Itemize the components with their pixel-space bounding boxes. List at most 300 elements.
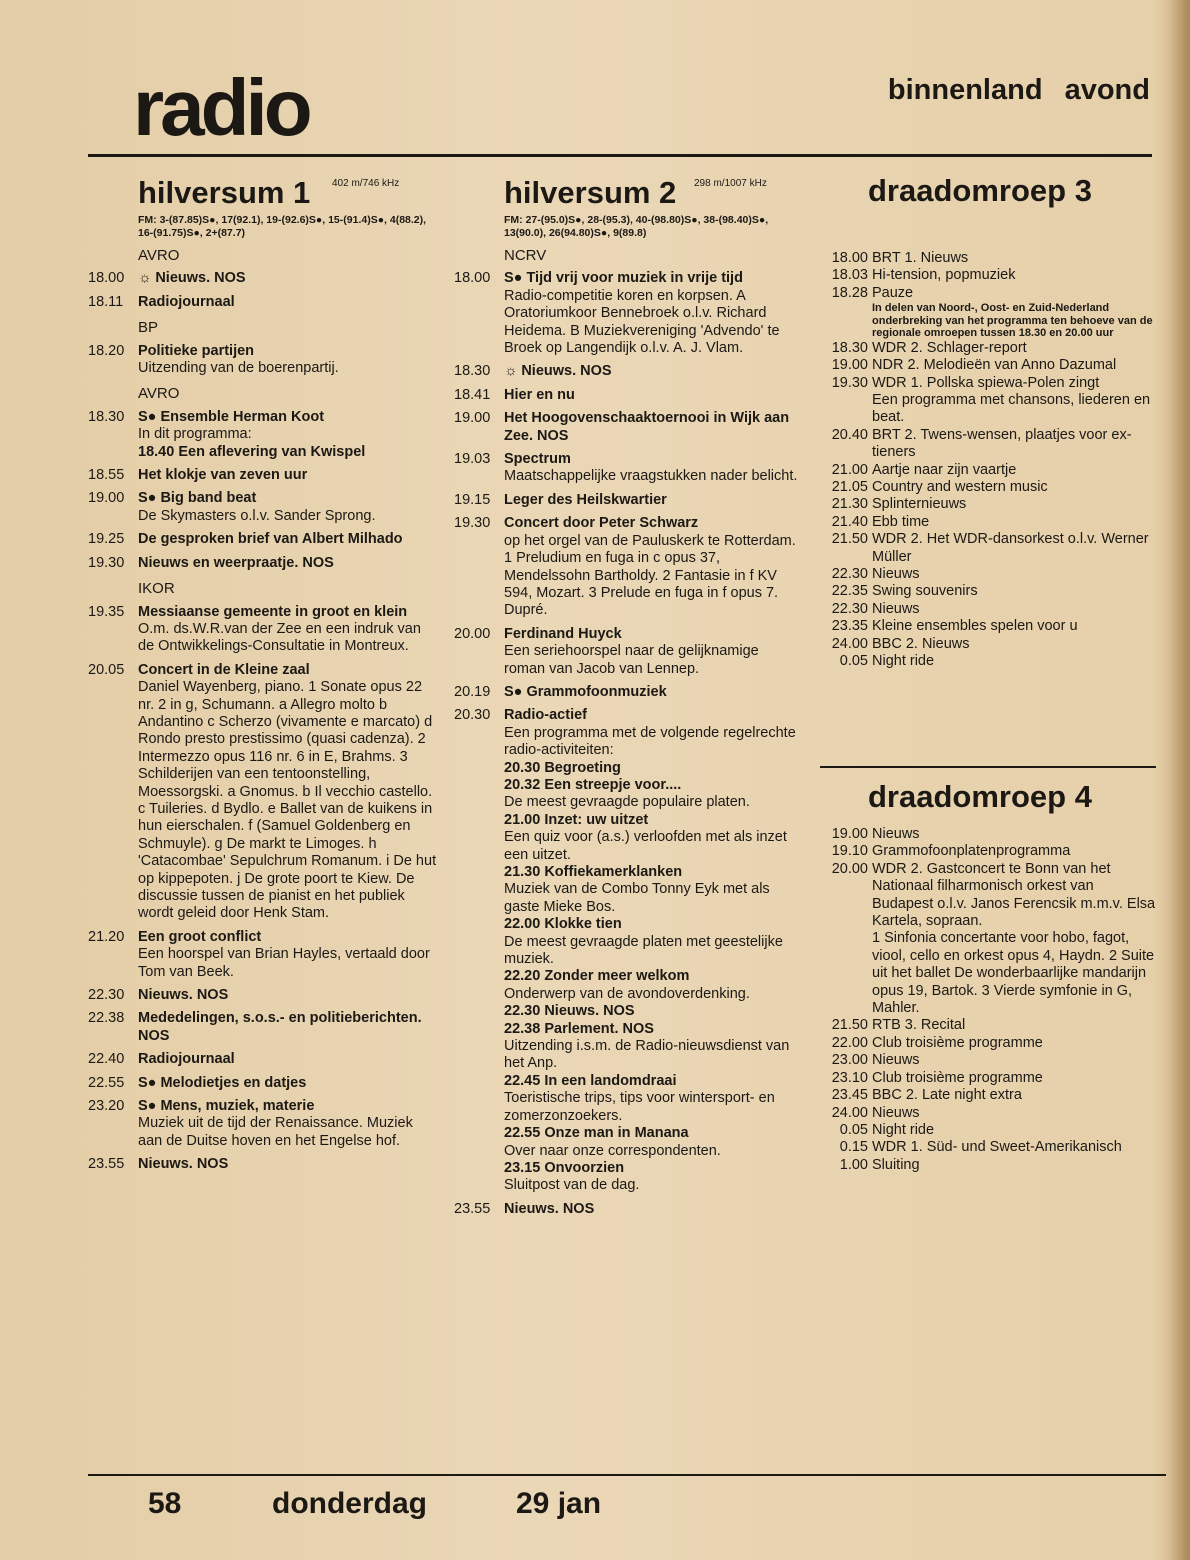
programme-entry (818, 1157, 1158, 1174)
programme-entry (88, 1075, 440, 1092)
programme-list (88, 247, 440, 1174)
programme-entry (454, 707, 800, 1194)
station-name: hilversum 1 (138, 175, 311, 210)
programme-title: Concert in de Kleine zaal (138, 661, 310, 678)
programme-description: Een programma met de volgende regelrechte radio-activiteiten: (504, 724, 796, 759)
programme-entry (88, 987, 440, 1004)
programme-title: Country and western music (872, 478, 1048, 495)
programme-time: 19.25 (88, 531, 125, 548)
programme-title: Het Hoogovenschaaktoernooi in Wijk aan Zee. NOS (504, 410, 790, 444)
programme-time: 19.00 (454, 410, 491, 427)
programme-body (872, 843, 1158, 860)
programme-title: Spectrum (504, 451, 571, 468)
programme-list (818, 250, 1158, 670)
sub-item-description: Uitzending i.s.m. de Radio-nieuwsdienst van het Anp. (504, 1038, 790, 1072)
hilversum-1-column (88, 160, 440, 1174)
programme-entry (818, 1139, 1158, 1156)
programme-title: Ebb time (872, 513, 930, 530)
sub-item-description: De meest gevraagde platen met geestelijke muziek. (504, 933, 783, 968)
sub-item-time: 22.55 (504, 1125, 541, 1142)
programme-title: Een groot conflict (138, 928, 262, 945)
programme-body (872, 496, 1158, 513)
programme-body (872, 375, 1158, 427)
programme-title: Radiojournaal (138, 293, 235, 310)
programme-title: Messiaanse gemeente in groot en klein (138, 603, 408, 620)
programme-time: 18.30 (831, 339, 868, 356)
programme-time: 0.05 (839, 1121, 868, 1138)
programme-title: Mededelingen, s.o.s.- en politieberichten. NOS (138, 1010, 422, 1044)
broadcaster-label: AVRO (138, 247, 180, 264)
programme-title: Nieuws (872, 826, 920, 842)
sub-item-time: 22.45 (504, 1072, 541, 1089)
sub-item (504, 1003, 800, 1020)
sub-item-title: Onvoorzien (544, 1159, 625, 1176)
programme-entry (88, 555, 440, 572)
sub-item-description: Muziek van de Combo Tonny Eyk met als gaste Mieke Bos. (504, 881, 770, 915)
programme-time: 21.20 (88, 928, 125, 945)
programme-entry (818, 601, 1158, 618)
programme-title: Nieuws (872, 1104, 920, 1121)
fm-frequencies: FM: 3-(87.85)S●, 17(92.1), 19-(92.6)S●, 15-(91.4)S●, 4(88.2), 16-(91.75)S●, 2+(87.7) (138, 214, 427, 239)
broadcaster-label: IKOR (138, 580, 175, 598)
programme-time: 19.00 (88, 490, 125, 507)
programme-title: Pauze (872, 284, 914, 301)
programme-body (138, 1010, 440, 1045)
sub-item-description: Sluitpost van de dag. (504, 1177, 640, 1194)
top-rule (88, 154, 1152, 157)
programme-entry (88, 343, 440, 378)
station-name: hilversum 2 (504, 175, 677, 210)
sub-item-description: De meest gevraagde populaire platen. (504, 794, 750, 811)
sub-item (504, 812, 800, 829)
programme-time: 19.30 (454, 515, 491, 532)
station-frequency: 402 m/746 kHz (332, 178, 400, 189)
programme-entry (818, 583, 1158, 600)
programme-body (872, 250, 1158, 267)
programme-time: 23.00 (831, 1052, 868, 1069)
sub-item-time: 22.00 (504, 916, 541, 933)
programme-time: 20.00 (454, 625, 491, 642)
sub-item-time: 22.20 (504, 968, 541, 985)
bottom-rule (88, 1474, 1166, 1476)
programme-body (138, 270, 440, 287)
programme-title: BBC 2. Late night extra (872, 1087, 1022, 1104)
programme-title: BBC 2. Nieuws (872, 635, 970, 652)
programme-entry (818, 1035, 1158, 1052)
station-header (138, 176, 440, 210)
programme-entry (88, 604, 440, 656)
sub-item-time: 22.38 (504, 1020, 541, 1037)
programme-title: WDR 2. Gastconcert te Bonn van het Nationaal filharmonisch orkest van Budapest o.l.v. Janos Ferencsik m.m.v. Elsa Kartela, sopraan. (872, 860, 1156, 930)
page-edge-shadow (1168, 0, 1190, 1560)
programme-body (504, 270, 800, 357)
programme-body (138, 1075, 440, 1092)
programme-entry (454, 684, 800, 701)
programme-time: 20.00 (831, 860, 868, 877)
programme-title: Nieuws (872, 566, 920, 582)
programme-time: 19.10 (831, 843, 868, 860)
programme-time: 1.00 (839, 1156, 868, 1173)
programme-title: Ferdinand Huyck (504, 625, 622, 642)
sub-item (504, 1160, 800, 1177)
programme-body (504, 363, 800, 380)
programme-entry (818, 531, 1158, 566)
programme-title: ☼ Nieuws. NOS (138, 270, 246, 287)
programme-title: S● Mens, muziek, materie (138, 1098, 315, 1115)
programme-title: S● Tijd vrij voor muziek in vrije tijd (504, 270, 743, 287)
programme-time: 22.30 (831, 566, 868, 582)
programme-title: BRT 1. Nieuws (872, 250, 969, 266)
programme-title: WDR 1. Süd- und Sweet-Amerikanisch (872, 1139, 1122, 1156)
sub-item (504, 968, 800, 985)
programme-entry (88, 1156, 440, 1173)
station-header (868, 174, 1158, 208)
programme-entry (454, 451, 800, 486)
sub-item-title: Een streepje voor.... (544, 776, 682, 793)
sub-item (504, 1073, 800, 1090)
programme-title: Aartje naar zijn vaartje (872, 461, 1017, 478)
programme-title: Nieuws. NOS (504, 1200, 595, 1217)
programme-description: In dit programma: (138, 426, 252, 443)
programme-description: 1 Sinfonia concertante voor hobo, fagot, viool, cello en orkest opus 4, Haydn. 2 Suite uit het ballet De wonderbaarlijke mandarijn opus 19, Bartok. 3 Vierde symfonie in G, Mahler. (872, 930, 1155, 1017)
programme-body (138, 1051, 440, 1068)
programme-time: 23.35 (831, 618, 868, 635)
programme-entry (818, 514, 1158, 531)
station-header (504, 176, 800, 210)
programme-entry (818, 1122, 1158, 1139)
programme-description: Een seriehoorspel naar de gelijknamige roman van Jacob van Lennep. (504, 643, 759, 677)
sub-item-title: Parlement. NOS (544, 1020, 654, 1037)
programme-entry (88, 531, 440, 548)
programme-description: Een programma met chansons, liederen en beat. (872, 391, 1151, 426)
programme-body (138, 1156, 440, 1173)
programme-entry (818, 267, 1158, 284)
programme-entry (454, 492, 800, 509)
programme-title: BRT 2. Twens-wensen, plaatjes voor ex-tieners (872, 426, 1132, 461)
footer-date: 29 jan (516, 1487, 602, 1520)
programme-description: De Skymasters o.l.v. Sander Sprong. (138, 507, 376, 524)
sub-item-time: 21.00 (504, 811, 541, 828)
programme-body (872, 357, 1158, 374)
sub-item-time: 20.32 (504, 776, 541, 793)
programme-entry (818, 1017, 1158, 1034)
programme-entry (454, 270, 800, 357)
programme-body (504, 492, 800, 509)
programme-time: 23.55 (454, 1200, 491, 1217)
broadcaster-label: NCRV (504, 247, 547, 264)
programme-time: 23.20 (88, 1098, 125, 1115)
draadomroep-4-column (818, 766, 1158, 1174)
programme-body (872, 1052, 1158, 1069)
sub-item (504, 864, 800, 881)
programme-time: 18.30 (454, 363, 491, 380)
programme-body (138, 662, 440, 923)
fm-frequencies: FM: 27-(95.0)S●, 28-(95.3), 40-(98.80)S●, 38-(98.40)S●, 13(90.0), 26(94.80)S●, 9(89.8) (504, 214, 769, 239)
programme-description: O.m. ds.W.R.van der Zee en een indruk van de Ontwikkelings-Consultatie in Montreux. (138, 620, 421, 655)
programme-title: NDR 2. Melodieën van Anno Dazumal (872, 357, 1117, 374)
sub-item-time: 20.30 (504, 759, 541, 776)
programme-body (872, 1035, 1158, 1052)
programme-time: 24.00 (831, 635, 868, 652)
programme-body (872, 601, 1158, 618)
programme-entry (454, 363, 800, 380)
programme-body (872, 826, 1158, 843)
programme-entry (818, 357, 1158, 374)
programme-body (504, 684, 800, 701)
programme-body (872, 285, 1158, 340)
station-header (868, 780, 1158, 814)
programme-title: Hi-tension, popmuziek (872, 267, 1016, 284)
programme-entry (88, 929, 440, 981)
sub-item-title: Inzet: uw uitzet (544, 811, 649, 828)
programme-entry (818, 566, 1158, 583)
programme-body (872, 653, 1158, 670)
programme-time: 20.40 (831, 426, 868, 443)
sub-item-time: 18.40 (138, 443, 175, 460)
programme-body (138, 343, 440, 378)
programme-body (872, 267, 1158, 284)
programme-time: 19.00 (831, 826, 868, 842)
programme-entry (88, 467, 440, 484)
programme-time: 19.15 (454, 491, 491, 508)
programme-title: Night ride (872, 1121, 935, 1138)
programme-time: 19.35 (88, 603, 125, 620)
programme-entry (88, 1098, 440, 1150)
programme-entry (818, 636, 1158, 653)
programme-title: Kleine ensembles spelen voor u (872, 618, 1078, 635)
programme-title: Nieuws. NOS (138, 987, 229, 1004)
programme-body (872, 427, 1158, 462)
programme-body (872, 1157, 1158, 1174)
sub-item-title: In een landomdraai (544, 1072, 677, 1089)
programme-title: Nieuws (872, 600, 920, 617)
programme-title: WDR 2. Het WDR-dansorkest o.l.v. Werner Müller (872, 531, 1149, 565)
programme-time: 22.40 (88, 1051, 125, 1068)
programme-time: 18.00 (454, 270, 491, 287)
sub-item (504, 760, 800, 777)
programme-time: 21.00 (831, 461, 868, 478)
programme-entry (88, 662, 440, 923)
programme-time: 20.05 (88, 661, 125, 678)
programme-body (138, 490, 440, 525)
programme-body (504, 387, 800, 404)
programme-time: 19.03 (454, 451, 491, 468)
broadcaster-label: BP (138, 319, 159, 337)
programme-time: 18.30 (88, 408, 125, 425)
programme-time: 21.05 (831, 478, 868, 495)
programme-entry (88, 1010, 440, 1045)
programme-title: Politieke partijen (138, 342, 255, 359)
programme-time: 21.30 (831, 496, 868, 513)
sub-item (504, 916, 800, 933)
sub-item (504, 1021, 800, 1038)
programme-entry (88, 1051, 440, 1068)
programme-entry (818, 250, 1158, 267)
programme-title: Splinternieuws (872, 496, 967, 513)
programme-entry (818, 462, 1158, 479)
programme-body (872, 1139, 1158, 1156)
programme-body (872, 566, 1158, 583)
programme-title: S● Grammofoonmuziek (504, 683, 667, 700)
programme-entry (818, 1105, 1158, 1122)
programme-body (872, 1122, 1158, 1139)
programme-time: 0.15 (839, 1139, 868, 1156)
programme-time: 21.40 (831, 513, 868, 530)
programme-body (504, 451, 800, 486)
programme-time: 18.41 (454, 386, 491, 403)
programme-body (872, 340, 1158, 357)
programme-title: Hier en nu (504, 386, 575, 403)
footer-day: donderdag (272, 1487, 427, 1520)
programme-entry (454, 515, 800, 619)
programme-title: Leger des Heilskwartier (504, 491, 667, 508)
programme-time: 0.05 (839, 653, 868, 670)
programme-time: 18.00 (88, 270, 125, 287)
programme-body (138, 467, 440, 484)
programme-description: Een hoorspel van Brian Hayles, vertaald door Tom van Beek. (138, 946, 430, 980)
programme-body (872, 1017, 1158, 1034)
programme-description: Radio-competitie koren en korpsen. A Oratoriumkoor Bennebroek o.l.v. Richard Heidema. B Muziekvereniging 'Advendo' te Broek op Langendijk o.l.v. A. J. Vlam. (504, 287, 780, 357)
sub-item (504, 777, 800, 794)
programme-time: 19.30 (88, 554, 125, 571)
programme-title: Het klokje van zeven uur (138, 467, 308, 484)
station-name: draadomroep 3 (868, 173, 1092, 208)
sub-item-description: Onderwerp van de avondoverdenking. (504, 985, 750, 1002)
programme-title: De gesproken brief van Albert Milhado (138, 531, 403, 548)
programme-entry (818, 861, 1158, 1018)
programme-entry (818, 843, 1158, 860)
sub-item-title: Koffiekamerklanken (544, 864, 683, 880)
programme-time: 20.30 (454, 707, 491, 724)
programme-title: Sluiting (872, 1156, 920, 1173)
sub-item-description: Een quiz voor (a.s.) verloofden met als inzet een uitzet. (504, 829, 787, 863)
programme-time: 22.30 (831, 600, 868, 617)
programme-description: Uitzending van de boerenpartij. (138, 360, 339, 377)
programme-body (872, 861, 1158, 1018)
programme-title: Club troisième programme (872, 1069, 1043, 1086)
programme-body (872, 636, 1158, 653)
programme-body (138, 294, 440, 311)
sub-item-title: Onze man in Manana (544, 1125, 689, 1142)
programme-time: 18.03 (831, 267, 868, 284)
programme-title: Nieuws (872, 1052, 920, 1069)
programme-entry (818, 285, 1158, 340)
programme-time: 22.00 (831, 1034, 868, 1051)
masthead-title: radio (133, 63, 309, 152)
programme-title: Grammofoonplatenprogramma (872, 843, 1071, 860)
programme-title: Nieuws. NOS (138, 1156, 229, 1173)
station-frequency: 298 m/1007 kHz (694, 178, 767, 189)
programme-time: 18.28 (831, 284, 868, 301)
programme-body (872, 479, 1158, 496)
programme-entry (88, 294, 440, 311)
draadomroep-3-column (818, 160, 1158, 670)
programme-entry (818, 340, 1158, 357)
sub-item-title: Nieuws. NOS (544, 1003, 635, 1020)
programme-description: op het orgel van de Pauluskerk te Rotterdam. 1 Preludium en fuga in c opus 37, Mendelssohn Bartholdy. 2 Fantasie in f KV 594, Mozart. 3 Prelude en fuga in f opus 7. Dupré. (504, 532, 796, 619)
programme-title: S● Ensemble Herman Koot (138, 408, 325, 425)
programme-time: 24.00 (831, 1104, 868, 1121)
station-name: draadomroep 4 (868, 779, 1092, 814)
sub-item (138, 444, 440, 461)
sub-item-time: 22.30 (504, 1003, 541, 1020)
programme-time: 18.20 (88, 342, 125, 359)
sub-item-title: Klokke tien (544, 916, 622, 933)
programme-body (872, 531, 1158, 566)
programme-title: Radio-actief (504, 707, 587, 724)
programme-title: WDR 2. Schlager-report (872, 339, 1027, 356)
programme-time: 22.35 (831, 583, 868, 600)
programme-title: S● Melodietjes en datjes (138, 1074, 307, 1091)
programme-body (872, 1070, 1158, 1087)
programme-entry (818, 479, 1158, 496)
programme-title: Club troisième programme (872, 1034, 1043, 1051)
programme-description: Daniel Wayenberg, piano. 1 Sonate opus 22 nr. 2 in g, Schumann. a Allegro molto b Andantino c Scherzo (vivamente e marcato) d Rondo presto prestissimo (quasi cadenza). 2 Intermezzo opus 116 nr. 6 in E, Brahms. 3 Schilderijen van een tentoonstelling, Moessorgski. a Gnomus. b Il vecchio castello. c Tuileries. d Bydlo. e Ballet van de kuikens in hun eierschalen. f (Samuel Goldenberg en Schmuyle). g De markt te Limoges. h 'Catacombae' Sepulchrum Romanum. i De hut op kippepoten. j De grote poort te Kiew. De discussie tussen de pianist en het publiek wordt geleid door Henk Stam. (138, 679, 437, 922)
programme-body (872, 583, 1158, 600)
programme-time: 22.55 (88, 1074, 125, 1091)
programme-time: 19.00 (831, 357, 868, 374)
programme-body (138, 409, 440, 461)
programme-time: 21.50 (831, 1017, 868, 1034)
programme-title: WDR 1. Pollska spiewa-Polen zingt (872, 374, 1100, 391)
programme-time: 23.55 (88, 1156, 125, 1173)
programme-body (138, 555, 440, 572)
programme-time: 23.45 (831, 1087, 868, 1104)
programme-body (872, 462, 1158, 479)
programme-body (504, 515, 800, 619)
programme-body (504, 707, 800, 1194)
programme-entry (818, 618, 1158, 635)
programme-body (872, 1087, 1158, 1104)
programme-body (872, 514, 1158, 531)
sub-item-time: 23.15 (504, 1159, 541, 1176)
broadcaster-label: AVRO (138, 385, 180, 403)
programme-entry (818, 496, 1158, 513)
programme-body (504, 410, 800, 445)
programme-time: 18.11 (88, 293, 124, 310)
programme-title: Concert door Peter Schwarz (504, 515, 699, 532)
programme-title: ☼ Nieuws. NOS (504, 363, 612, 380)
programme-description: Maatschappelijke vraagstukken nader belicht. (504, 468, 798, 485)
programme-entry (818, 1052, 1158, 1069)
programme-entry (454, 387, 800, 404)
programme-time: 22.38 (88, 1010, 125, 1027)
programme-entry (454, 1201, 800, 1218)
programme-entry (818, 1070, 1158, 1087)
programme-description: Muziek uit de tijd der Renaissance. Muziek aan de Duitse hoven en het Engelse hof. (138, 1115, 413, 1149)
programme-title: RTB 3. Recital (872, 1017, 966, 1034)
programme-body (504, 626, 800, 678)
sub-item (504, 1125, 800, 1142)
page-number: 58 (148, 1487, 182, 1520)
sub-item-description: Toeristische trips, tips voor wintersport- en zomerzonzoekers. (504, 1090, 775, 1124)
programme-entry (818, 427, 1158, 462)
programme-title: Radiojournaal (138, 1051, 235, 1068)
programme-entry (88, 270, 440, 287)
programme-entry (454, 410, 800, 445)
programme-title: Nieuws en weerpraatje. NOS (138, 554, 334, 571)
programme-entry (818, 1087, 1158, 1104)
programme-time: 22.30 (88, 987, 125, 1004)
programme-entry (818, 826, 1158, 843)
sub-item-time: 21.30 (504, 864, 541, 880)
programme-title: Swing souvenirs (872, 583, 978, 600)
programme-body (138, 1098, 440, 1150)
programme-time: 18.55 (88, 467, 125, 484)
programme-entry (818, 653, 1158, 670)
programme-body (138, 604, 440, 656)
sub-item-title: Begroeting (544, 759, 621, 776)
